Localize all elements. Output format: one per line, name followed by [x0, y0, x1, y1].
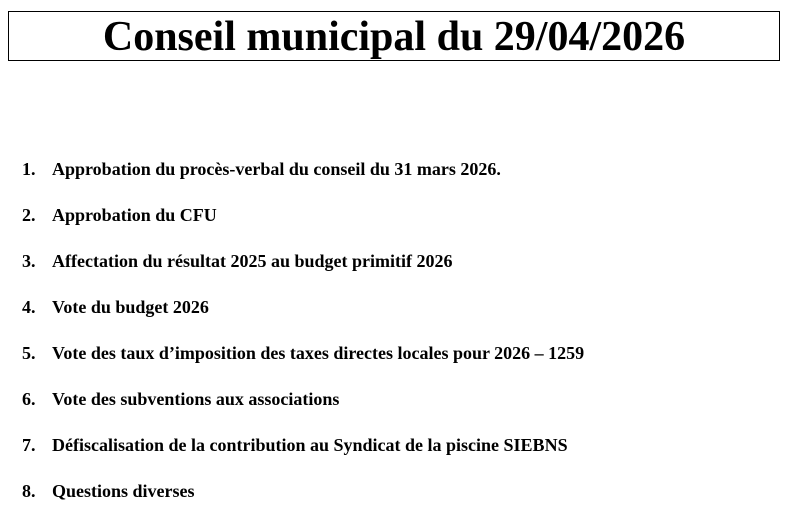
agenda-item-text: Approbation du CFU [52, 205, 217, 225]
agenda-item-text: Affectation du résultat 2025 au budget primitif 2026 [52, 251, 453, 271]
agenda-item-number: 6. [22, 389, 36, 409]
agenda-item-number: 7. [22, 435, 36, 455]
agenda-item-number: 3. [22, 251, 36, 271]
agenda-item-text: Vote des subventions aux associations [52, 389, 340, 409]
agenda-item-number: 4. [22, 297, 36, 317]
agenda-item-text: Questions diverses [52, 481, 195, 501]
title-box [8, 11, 780, 61]
page-title: Conseil municipal du 29/04/2026 [102, 14, 686, 60]
agenda-item-number: 5. [22, 343, 36, 363]
agenda-item-text: Vote des taux d’imposition des taxes directes locales pour 2026 – 1259 [52, 343, 585, 363]
agenda-item-text: Défiscalisation de la contribution au Syndicat de la piscine SIEBNS [52, 435, 568, 455]
agenda-item-number: 8. [22, 481, 36, 501]
agenda-item-number: 1. [22, 159, 36, 179]
agenda-item-number: 2. [22, 205, 36, 225]
agenda-item-text: Vote du budget 2026 [52, 297, 209, 317]
agenda-item-text: Approbation du procès-verbal du conseil du 31 mars 2026. [52, 159, 501, 179]
